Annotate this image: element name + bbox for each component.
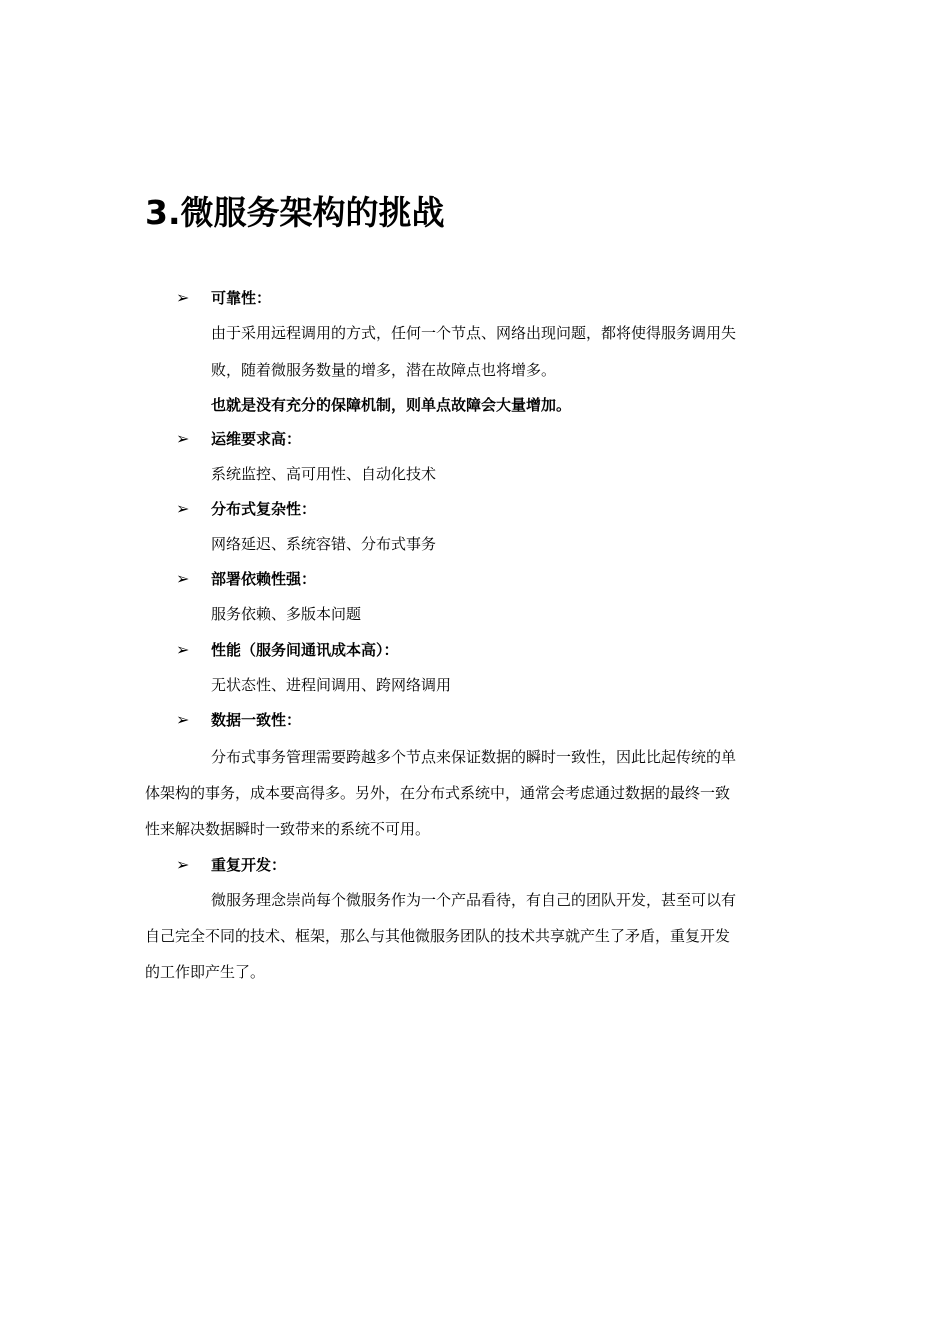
arrow-bullet-icon: ➢ [176, 499, 190, 518]
page-title: 3.微服务架构的挑战 [145, 193, 445, 232]
bullet-label: 运维要求高： [211, 430, 302, 448]
paragraph-line: 微服务理念崇尚每个微服务作为一个产品看待，有自己的团队开发，甚至可以有 [211, 891, 737, 909]
bullet-label: 重复开发： [211, 856, 287, 874]
arrow-bullet-icon: ➢ [176, 640, 190, 659]
paragraph-line: 自己完全不同的技术、框架，那么与其他微服务团队的技术共享就产生了矛盾，重复开发 [145, 927, 731, 945]
paragraph-line: 服务依赖、多版本问题 [211, 605, 362, 623]
paragraph-line: 由于采用远程调用的方式，任何一个节点、网络出现问题，都将使得服务调用失 [211, 324, 737, 342]
arrow-bullet-icon: ➢ [176, 569, 190, 588]
arrow-bullet-icon: ➢ [176, 855, 190, 874]
bullet-label: 数据一致性： [211, 711, 302, 729]
arrow-bullet-icon: ➢ [176, 429, 190, 448]
arrow-bullet-icon: ➢ [176, 288, 190, 307]
bullet-label: 可靠性： [211, 289, 272, 307]
paragraph-line: 体架构的事务，成本要高得多。另外，在分布式系统中，通常会考虑通过数据的最终一致 [145, 784, 731, 802]
bullet-label: 部署依赖性强： [211, 570, 317, 588]
bullet-label: 分布式复杂性： [211, 500, 317, 518]
paragraph-line: 网络延迟、系统容错、分布式事务 [211, 535, 437, 553]
bullet-label: 性能（服务间通讯成本高）： [211, 641, 399, 659]
arrow-bullet-icon: ➢ [176, 710, 190, 729]
paragraph-line: 败，随着微服务数量的增多，潜在故障点也将增多。 [211, 361, 557, 379]
paragraph-line: 性来解决数据瞬时一致带来的系统不可用。 [145, 820, 431, 838]
paragraph-line: 分布式事务管理需要跨越多个节点来保证数据的瞬时一致性，因此比起传统的单 [211, 748, 737, 766]
paragraph-line: 无状态性、进程间调用、跨网络调用 [211, 676, 452, 694]
emphasis-line: 也就是没有充分的保障机制，则单点故障会大量增加。 [211, 396, 572, 414]
paragraph-line: 的工作即产生了。 [145, 963, 266, 981]
paragraph-line: 系统监控、高可用性、自动化技术 [211, 465, 437, 483]
